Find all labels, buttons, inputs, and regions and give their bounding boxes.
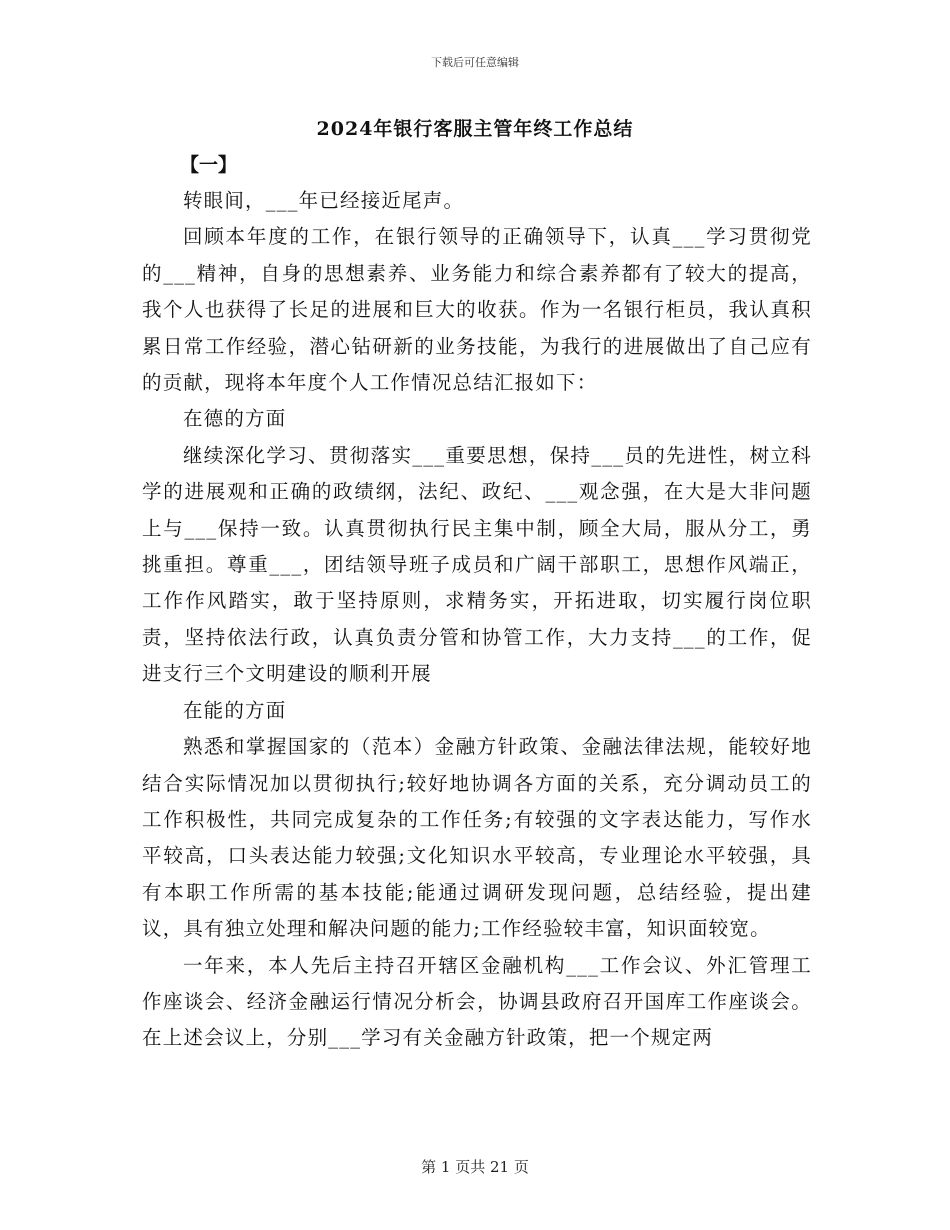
page-footer: 第 1 页共 21 页 [421,1158,529,1176]
section-label: 【一】 [180,154,238,176]
paragraph-review: 回顾本年度的工作，在银行领导的正确领导下，认真___学习贯彻党的___精神，自身的思想素养、业务能力和综合素养都有了较大的提高，我个人也获得了长足的进展和巨大的收获。作为一名银行柜员，我认真积累日常工作经验，潜心钻研新的业务技能，为我行的进展做出了自己应有的贡献，现将本年度个人工作情况总结汇报如下： [142,225,812,395]
document-title: 2024年银行客服主管年终工作总结 [316,118,634,140]
document-body [142,183,812,1057]
subheading-ability: 在能的方面 [182,698,287,722]
paragraph-ability: 熟悉和掌握国家的（范本）金融方针政策、金融法律法规，能较好地结合实际情况加以贯彻执行;较好地协调各方面的关系，充分调动员工的工作积极性，共同完成复杂的工作任务;有较强的文字表达能力，写作水平较高，口头表达能力较强;文化知识水平较高，专业理论水平较强，具有本职工作所需的基本技能;能通过调研发现问题，总结经验，提出建议，具有独立处理和解决问题的能力;工作经验较丰富，知识面较宽。 [142,735,812,941]
paragraph-intro: 转眼间，___年已经接近尾声。 [182,189,465,212]
subheading-morality: 在德的方面 [182,407,287,431]
header-note: 下载后可任意编辑 [431,56,519,69]
paragraph-morality: 继续深化学习、贯彻落实___重要思想，保持___员的先进性，树立科学的进展观和正确的政绩纲，法纪、政纪、___观念强，在大是大非问题上与___保持一致。认真贯彻执行民主集中制，顾全大局，服从分工，勇挑重担。尊重___，团结领导班子成员和广阔干部职工，思想作风端正，工作作风踏实，敢于坚持原则，求精务实，开拓进取，切实履行岗位职责，坚持依法行政，认真负责分管和协管工作，大力支持___的工作，促进支行三个文明建设的顺利开展 [142,443,812,686]
paragraph-meetings: 一年来，本人先后主持召开辖区金融机构___工作会议、外汇管理工作座谈会、经济金融运行情况分析会，协调县政府召开国库工作座谈会。在上述会议上，分别___学习有关金融方针政策，把一个规定两 [142,953,812,1050]
